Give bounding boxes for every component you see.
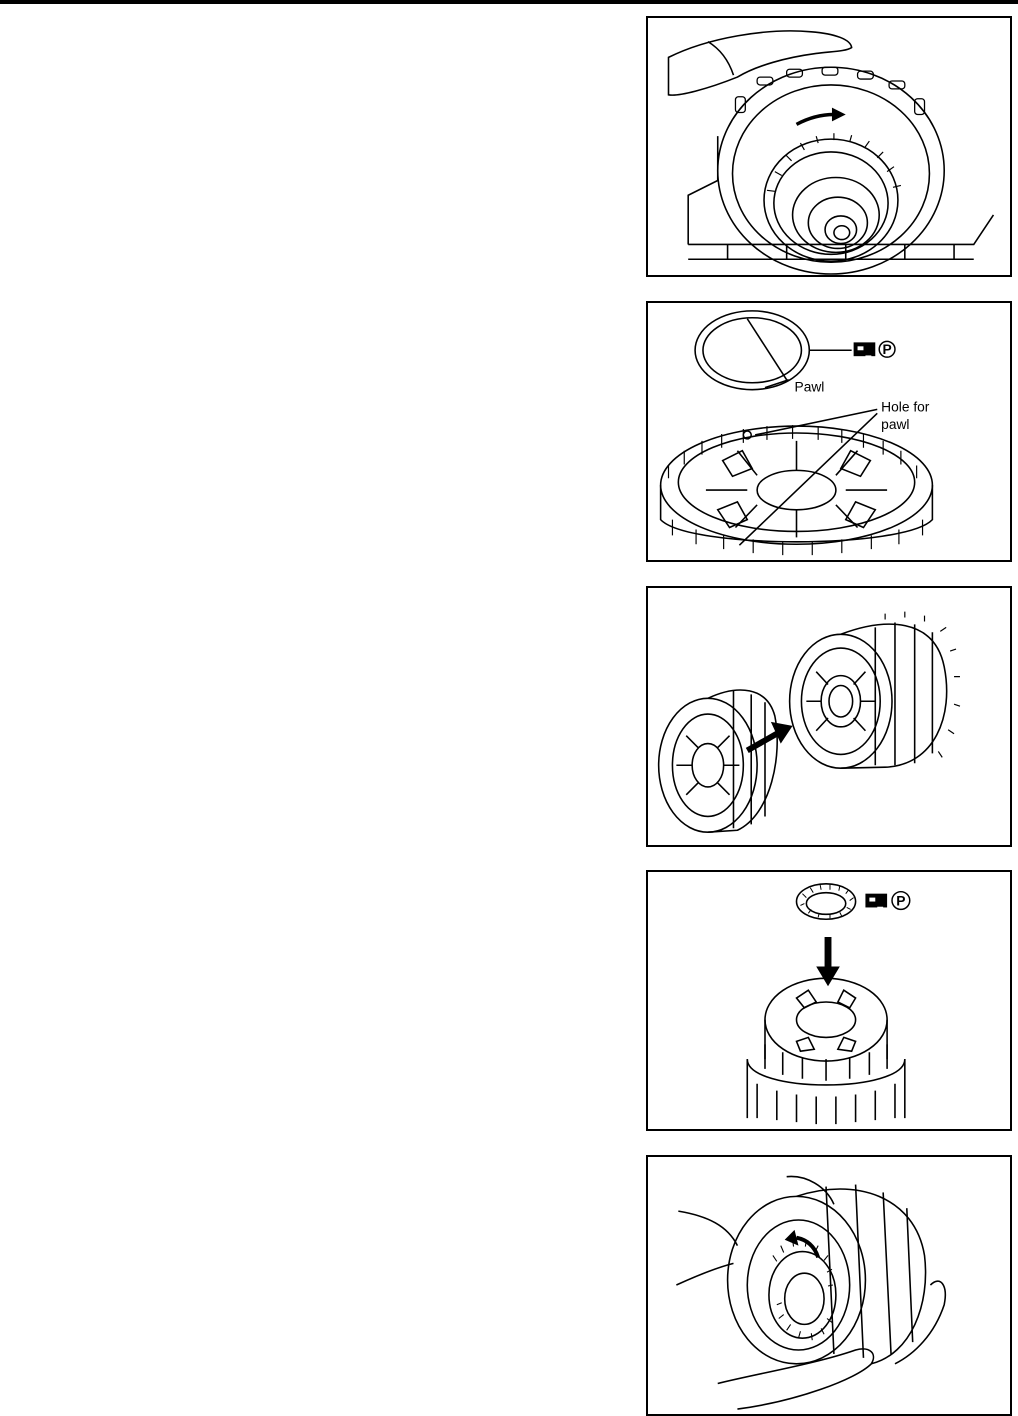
figure-drum-assembly	[646, 586, 1012, 847]
illustration-snap-ring-pawl	[648, 303, 1010, 560]
callout-pawl: Pawl	[794, 379, 825, 395]
callout-hole-for-line1: Hole for	[881, 399, 930, 415]
figure-rotate-drum	[646, 1155, 1012, 1416]
figure-snap-ring-pawl	[646, 301, 1012, 562]
illustration-drum-assembly	[648, 588, 1010, 845]
direction-arrow-icon	[797, 108, 846, 125]
lubricant-symbol-letter: P	[882, 342, 892, 358]
figure-thrust-bearing	[646, 870, 1012, 1131]
figure-drum-into-case	[646, 16, 1012, 277]
lubricant-symbol-letter: P	[896, 893, 906, 909]
illustration-rotate-drum	[648, 1157, 1010, 1414]
callout-hole-for-line2: pawl	[881, 417, 910, 433]
illustration-drum-into-case	[648, 18, 1010, 275]
page-top-rule	[0, 0, 1018, 4]
illustration-thrust-bearing	[648, 872, 1010, 1129]
assembly-arrow-icon	[747, 722, 792, 751]
